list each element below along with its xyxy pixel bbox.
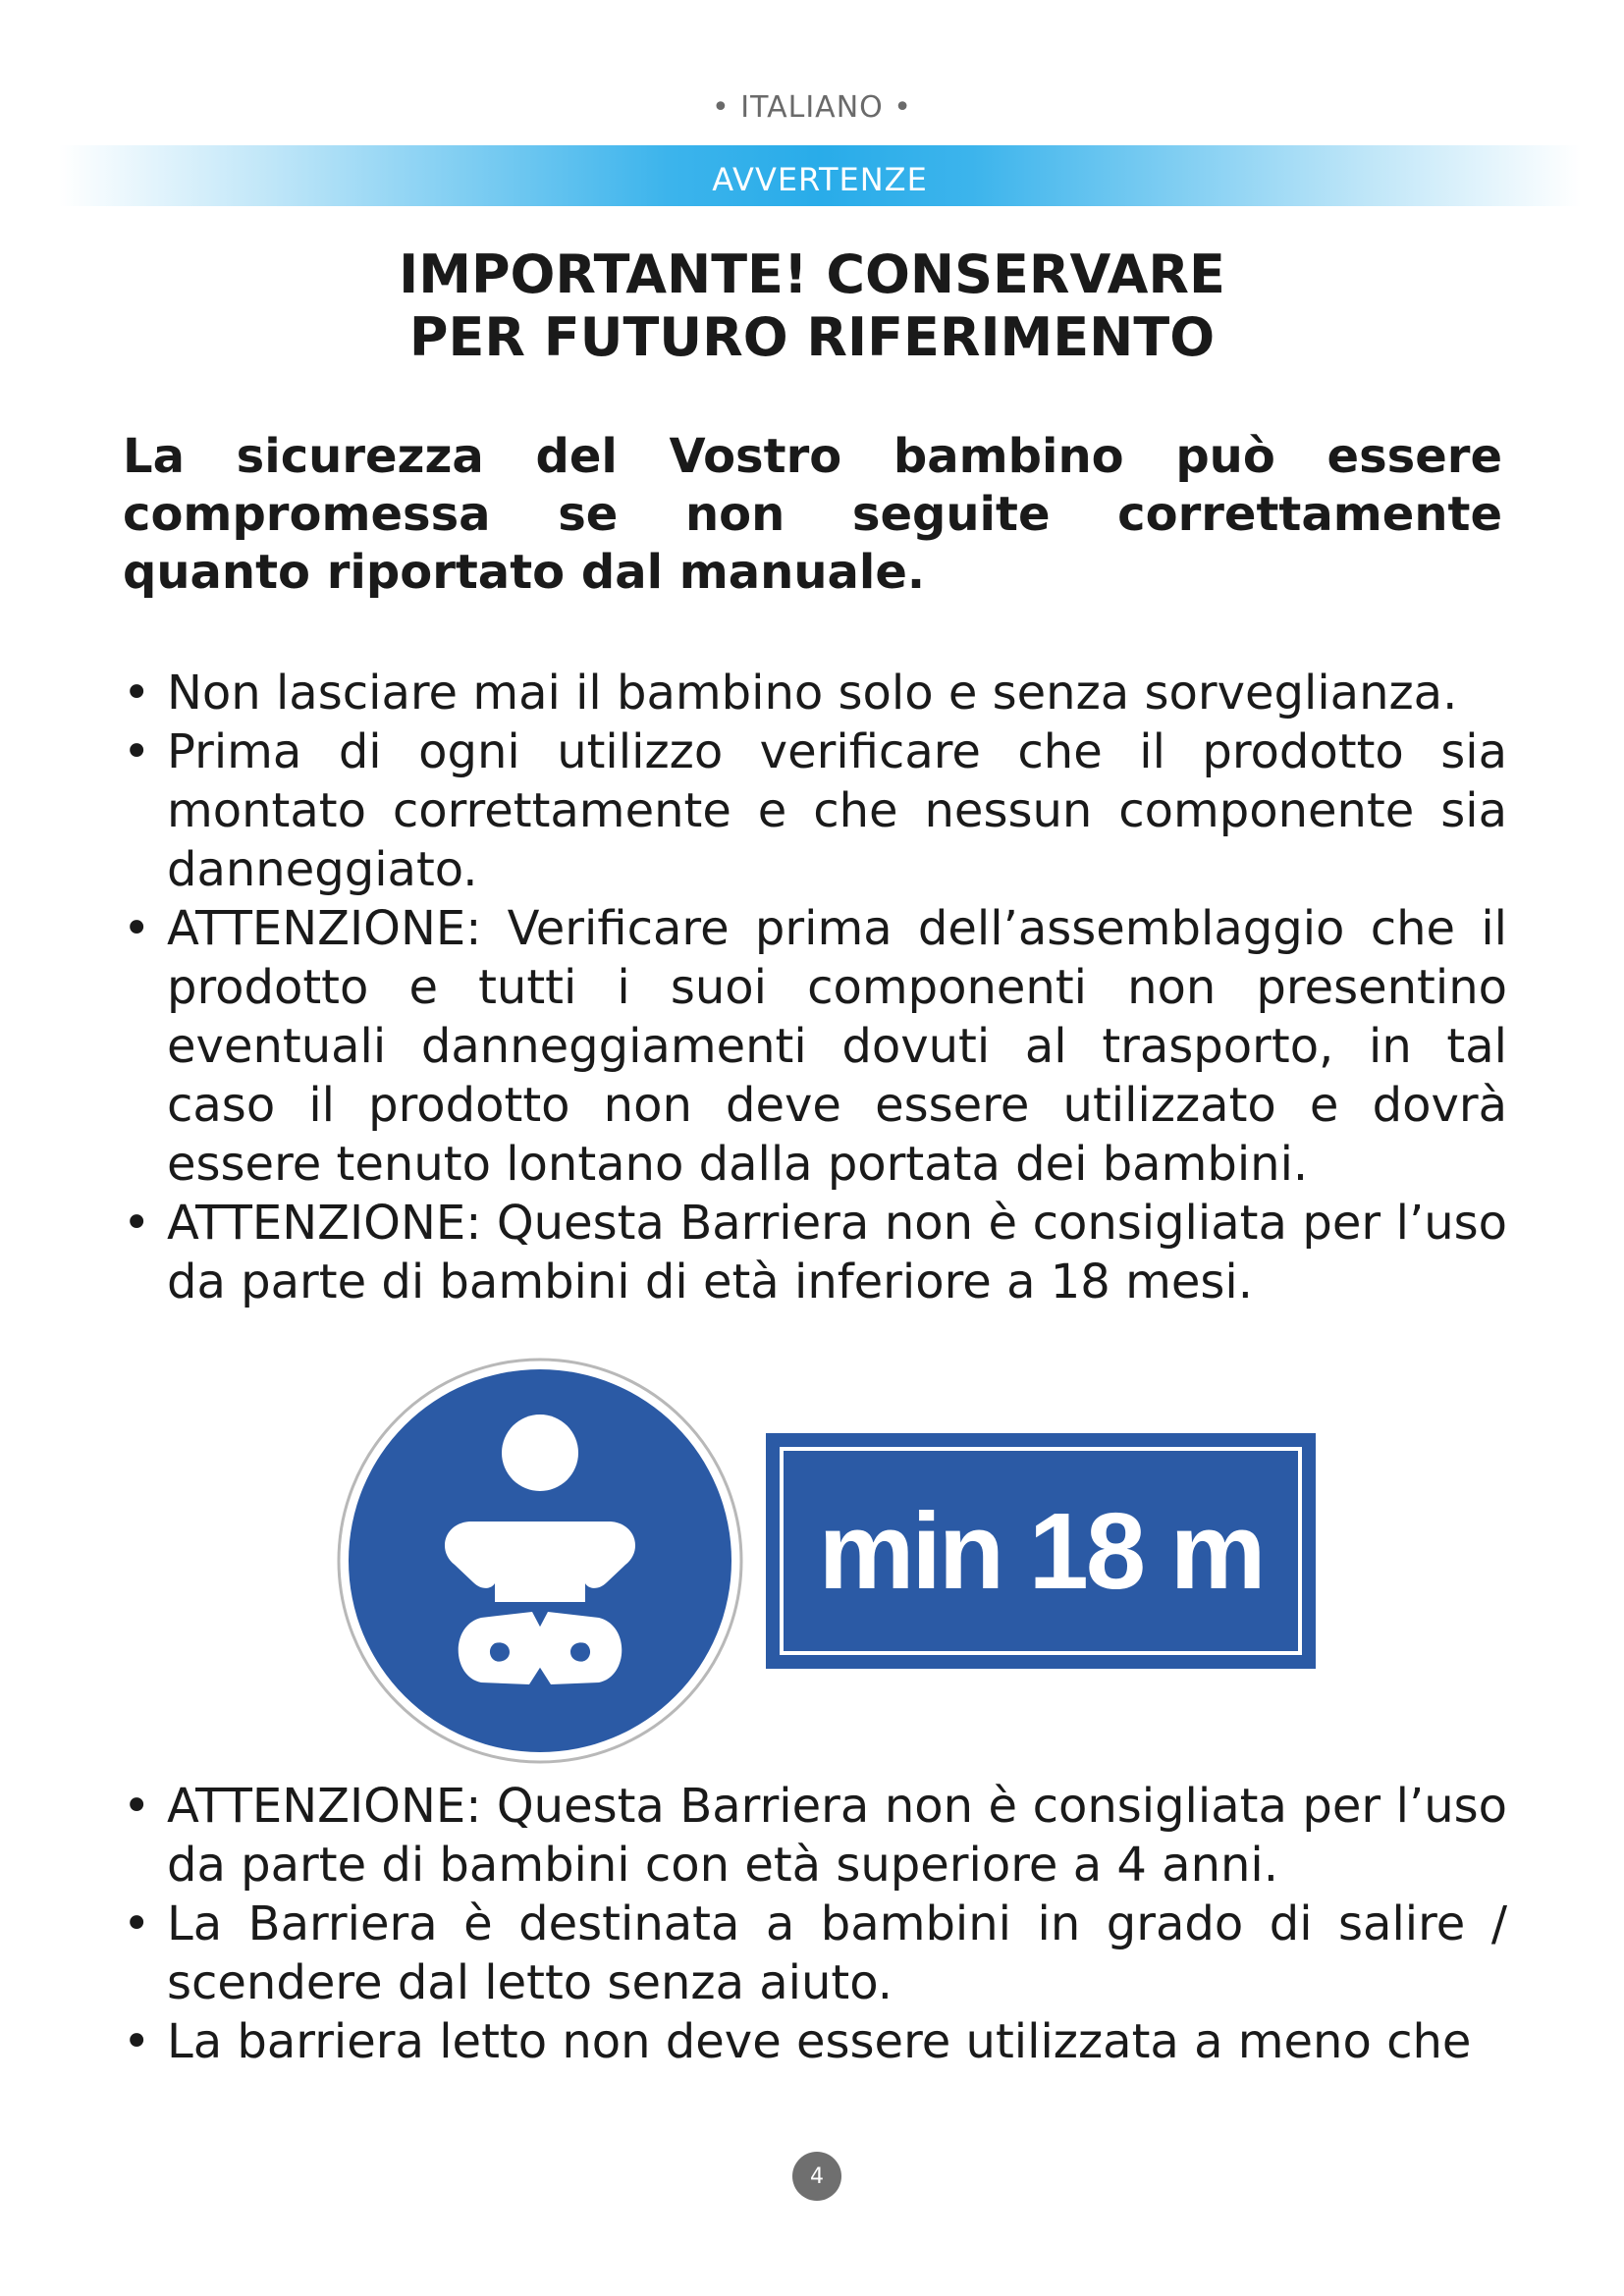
bullet-icon: • <box>123 666 151 721</box>
page-title-line-2: PER FUTURO RIFERIMENTO <box>408 306 1216 368</box>
bullet-icon: • <box>123 1779 151 1834</box>
list-item: • La Barriera è destinata a bambini in grado di salire / scendere dal letto senza aiuto. <box>123 1896 1507 2010</box>
safety-intro: La sicurezza del Vostro bambino può essere compromessa se non seguite correttamente quanto riportato dal manuale. <box>123 429 1502 600</box>
list-item: • La barriera letto non deve essere utilizzata a meno che <box>123 2014 1472 2069</box>
bullet-icon: • <box>123 724 151 779</box>
min-age-sign <box>766 1433 1316 1669</box>
bullet-icon: • <box>123 2014 151 2069</box>
page-number: 4 <box>792 2152 841 2201</box>
section-title: AVVERTENZE <box>712 161 928 198</box>
min-age-label: min 18 m <box>818 1490 1264 1612</box>
bullet-icon: • <box>123 1896 151 1951</box>
warning-list-1 <box>123 664 1507 1311</box>
bullet-icon: • <box>123 901 151 956</box>
list-item: • Prima di ogni utilizzo verificare che il prodotto sia montato correttamente e che nessun componente sia danneggiato. <box>123 724 1507 897</box>
list-item: • ATTENZIONE: Questa Barriera non è consigliata per l’uso da parte di bambini con età superiore a 4 anni. <box>123 1779 1507 1893</box>
min-age-sign-border <box>780 1447 1302 1655</box>
language-label: • ITALIANO • <box>712 90 912 125</box>
bullet-icon: • <box>123 1196 151 1251</box>
list-item: • ATTENZIONE: Verificare prima dell’assemblaggio che il prodotto e tutti i suoi componenti non presentino eventuali danneggiamenti dovuti al trasporto, in tal caso il prodotto non deve essere utilizzato e dovrà essere tenuto lontano dalla portata dei bambini. <box>123 901 1507 1192</box>
page-title-line-1: IMPORTANTE! CONSERVARE <box>399 243 1225 305</box>
child-icon <box>334 1355 746 1767</box>
list-item: • Non lasciare mai il bambino solo e senza sorveglianza. <box>123 666 1458 721</box>
warning-list-2 <box>123 1777 1507 2071</box>
page-title <box>0 243 1624 369</box>
list-item: • ATTENZIONE: Questa Barriera non è consigliata per l’uso da parte di bambini di età inferiore a 18 mesi. <box>123 1196 1507 1309</box>
section-banner <box>59 145 1581 206</box>
age-warning-icons <box>334 1355 1316 1767</box>
